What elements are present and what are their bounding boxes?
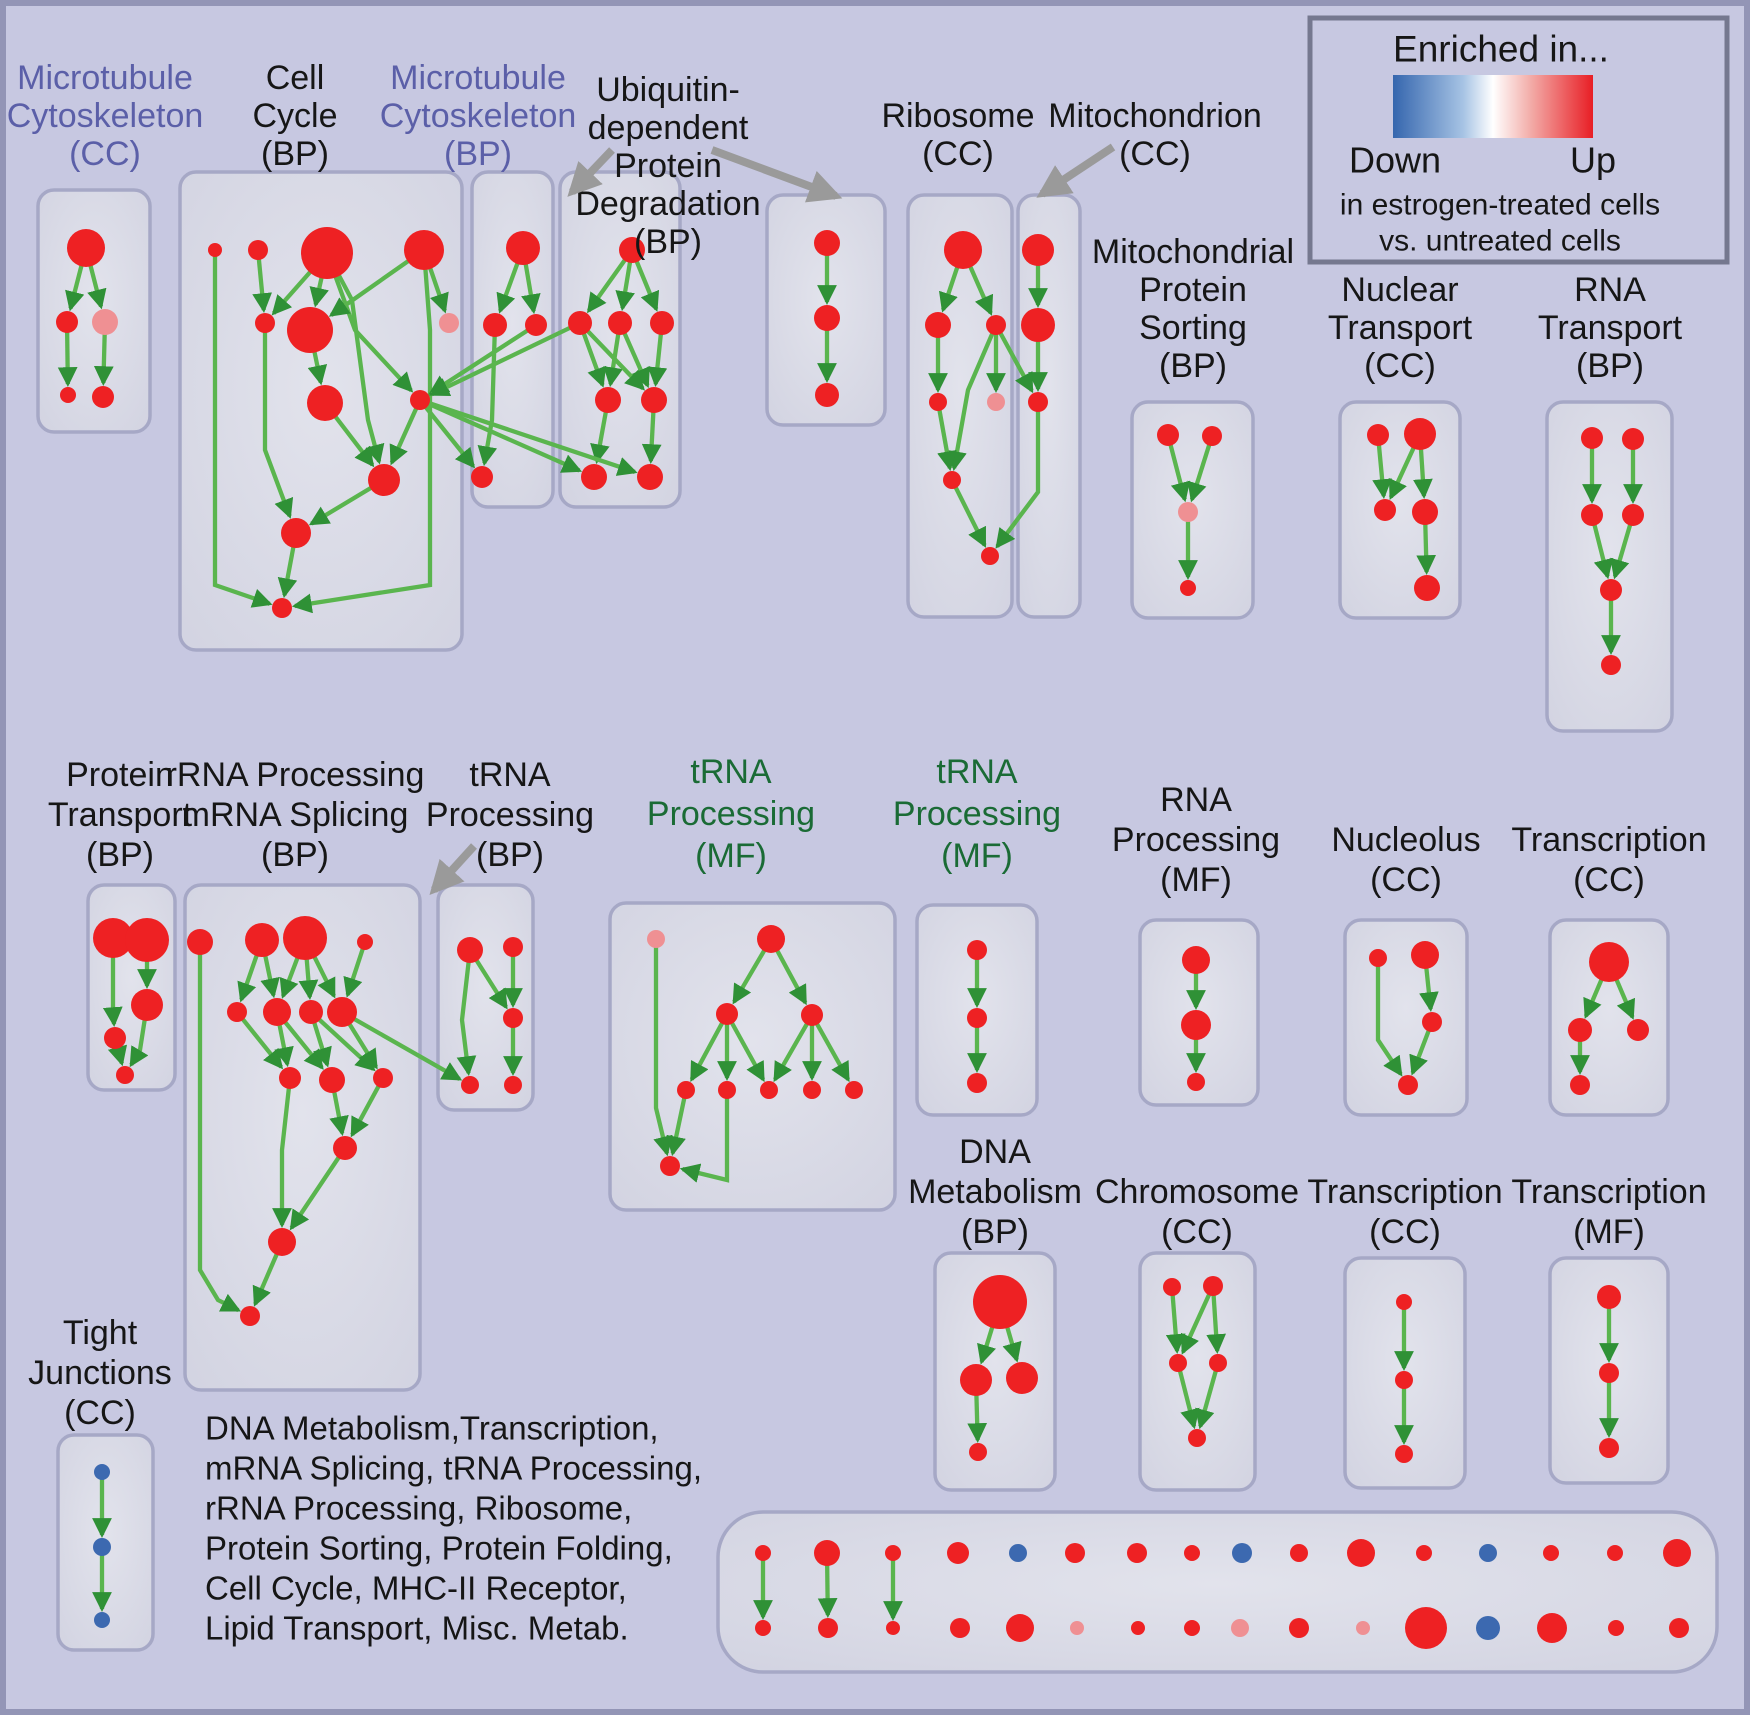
group-label-transcription-cc-mid: Transcription: [1511, 821, 1707, 859]
node-red-dna-metabolism: [969, 1443, 987, 1461]
node-red-ribosome: [925, 312, 951, 338]
node-red-misc-cluster: [1184, 1620, 1200, 1636]
node-red-rrna-mrna: [327, 997, 357, 1027]
node-red-rrna-mrna: [283, 916, 327, 960]
node-red-rna-processing-mf: [1181, 1010, 1211, 1040]
group-label-mito-protein-sorting: Protein: [1139, 271, 1247, 309]
node-red-misc-cluster: [1607, 1545, 1623, 1561]
node-red-trna-mf-1: [801, 1004, 823, 1026]
group-label-protein-transport: (BP): [86, 836, 154, 874]
node-red-ubiquitin-2: [814, 305, 840, 331]
group-label-ubiquitin-1: dependent: [587, 109, 749, 147]
group-label-microtubule-bp: Microtubule: [390, 59, 566, 97]
node-red-trna-bp: [503, 937, 523, 957]
node-red-trna-bp: [504, 1076, 522, 1094]
group-label-microtubule-cc: (CC): [69, 135, 141, 173]
node-red-transcription-cc-mid: [1568, 1018, 1592, 1042]
node-red-misc-cluster: [1006, 1614, 1034, 1642]
node-red-dna-metabolism: [960, 1364, 992, 1396]
legend-up-label: Up: [1569, 139, 1617, 181]
node-red-misc-cluster: [1537, 1613, 1567, 1643]
node-blue-misc-cluster: [1009, 1544, 1027, 1562]
node-red-transcription-cc-mid: [1627, 1019, 1649, 1041]
node-red-nuclear-transport: [1404, 418, 1436, 450]
node-red-misc-cluster: [1290, 1544, 1308, 1562]
group-label-trna-mf-2: Processing: [892, 795, 1062, 833]
group-label-nuclear-transport: Transport: [1327, 309, 1473, 347]
node-red-protein-transport: [125, 918, 169, 962]
node-red-nuclear-transport: [1412, 499, 1438, 525]
node-red-misc-cluster: [755, 1620, 771, 1636]
node-red-misc-cluster: [1405, 1607, 1447, 1649]
description-text-line: mRNA Splicing, tRNA Processing,: [205, 1449, 703, 1487]
node-pink-misc-cluster: [1231, 1619, 1249, 1637]
group-label-ribosome: (CC): [922, 135, 994, 173]
node-red-misc-cluster: [1663, 1539, 1691, 1567]
node-red-cell-cycle: [368, 464, 400, 496]
node-blue-misc-cluster: [1479, 1544, 1497, 1562]
group-label-microtubule-cc: Microtubule: [17, 59, 193, 97]
group-label-mito-protein-sorting: Sorting: [1139, 309, 1247, 347]
node-red-transcription-cc-bottom: [1396, 1294, 1412, 1310]
group-label-nuclear-transport: Nuclear: [1341, 271, 1459, 309]
group-box-rna-transport: [1547, 402, 1672, 731]
node-pink-mito-protein-sorting: [1178, 502, 1198, 522]
node-red-nucleolus: [1422, 1012, 1442, 1032]
node-red-trna-mf-2: [967, 1008, 987, 1028]
node-red-dna-metabolism: [1006, 1362, 1038, 1394]
node-red-transcription-cc-mid: [1570, 1075, 1590, 1095]
node-red-transcription-mf: [1597, 1285, 1621, 1309]
group-box-misc-cluster: [718, 1512, 1717, 1672]
node-red-rna-transport: [1622, 428, 1644, 450]
node-red-microtubule-cc: [67, 229, 105, 267]
node-red-microtubule-bp: [506, 231, 540, 265]
node-red-cell-cycle: [272, 598, 292, 618]
node-pink-misc-cluster: [1070, 1621, 1084, 1635]
group-label-trna-mf-2: tRNA: [936, 753, 1018, 791]
node-red-trna-mf-1: [716, 1003, 738, 1025]
node-red-nucleolus: [1369, 949, 1387, 967]
group-label-nuclear-transport: (CC): [1364, 347, 1436, 385]
node-red-misc-cluster: [1347, 1539, 1375, 1567]
description-text-line: Cell Cycle, MHC-II Receptor,: [205, 1569, 627, 1607]
node-red-ubiquitin-1: [637, 464, 663, 490]
group-box-chromosome: [1140, 1253, 1255, 1490]
node-red-rna-transport: [1600, 579, 1622, 601]
group-label-trna-mf-1: (MF): [695, 837, 767, 875]
node-red-misc-cluster: [814, 1540, 840, 1566]
node-red-trna-mf-2: [967, 940, 987, 960]
node-pink-microtubule-cc: [92, 309, 118, 335]
node-red-mito-protein-sorting: [1180, 580, 1196, 596]
group-label-mito-protein-sorting: Mitochondrial: [1091, 233, 1295, 271]
node-red-ribosome: [944, 231, 982, 269]
node-red-chromosome: [1169, 1354, 1187, 1372]
node-pink-misc-cluster: [1356, 1621, 1370, 1635]
node-red-transcription-mf: [1599, 1438, 1619, 1458]
group-label-transcription-mf: Transcription: [1511, 1173, 1707, 1211]
node-red-misc-cluster: [1669, 1618, 1689, 1638]
node-red-rna-transport: [1581, 427, 1603, 449]
node-red-cell-cycle: [410, 390, 430, 410]
node-red-protein-transport: [131, 989, 163, 1021]
node-red-mito-protein-sorting: [1202, 426, 1222, 446]
group-label-ubiquitin-1: Ubiquitin-: [596, 71, 740, 109]
group-label-trna-mf-1: Processing: [646, 795, 816, 833]
node-blue-misc-cluster: [1232, 1543, 1252, 1563]
node-red-ubiquitin-1: [595, 387, 621, 413]
group-label-trna-bp: tRNA: [469, 756, 551, 794]
node-red-trna-bp: [457, 937, 483, 963]
node-red-chromosome: [1163, 1278, 1181, 1296]
group-label-ubiquitin-1: Degradation: [575, 185, 761, 223]
node-red-rrna-mrna: [357, 934, 373, 950]
node-red-rrna-mrna: [240, 1306, 260, 1326]
node-red-trna-mf-1: [757, 925, 785, 953]
group-label-ribosome: Ribosome: [881, 97, 1035, 135]
node-red-rrna-mrna: [279, 1067, 301, 1089]
node-red-ubiquitin-1: [608, 311, 632, 335]
node-red-nuclear-transport: [1367, 424, 1389, 446]
group-label-rna-processing-mf: RNA: [1160, 781, 1232, 819]
group-label-rna-processing-mf: (MF): [1160, 861, 1232, 899]
node-red-cell-cycle: [287, 307, 333, 353]
group-label-ubiquitin-1: (BP): [634, 223, 702, 261]
node-red-transcription-mf: [1599, 1363, 1619, 1383]
node-red-mito-protein-sorting: [1157, 424, 1179, 446]
node-red-trna-bp: [461, 1076, 479, 1094]
group-label-cell-cycle: Cycle: [252, 97, 338, 135]
node-blue-tight-junctions: [93, 1538, 111, 1556]
description-text-line: rRNA Processing, Ribosome,: [205, 1489, 633, 1527]
group-label-dna-metabolism: Metabolism: [908, 1173, 1082, 1211]
node-red-chromosome: [1188, 1429, 1206, 1447]
group-label-mito-protein-sorting: (BP): [1159, 347, 1227, 385]
node-red-protein-transport: [116, 1066, 134, 1084]
group-label-cell-cycle: Cell: [265, 59, 325, 97]
group-label-transcription-mf: (MF): [1573, 1213, 1645, 1251]
node-red-misc-cluster: [818, 1618, 838, 1638]
node-red-rna-transport: [1622, 504, 1644, 526]
node-red-rna-transport: [1601, 655, 1621, 675]
group-label-microtubule-bp: (BP): [444, 135, 512, 173]
node-red-cell-cycle: [404, 230, 444, 270]
node-red-transcription-cc-mid: [1589, 942, 1629, 982]
node-red-microtubule-cc: [60, 387, 76, 403]
group-label-transcription-cc-bottom: (CC): [1369, 1213, 1441, 1251]
node-red-misc-cluster: [886, 1621, 900, 1635]
group-label-trna-bp: Processing: [425, 796, 595, 834]
group-label-protein-transport: Protein: [66, 756, 174, 794]
node-red-misc-cluster: [947, 1542, 969, 1564]
node-red-mitochondrion: [1021, 308, 1055, 342]
legend-gradient-bar: [1393, 75, 1593, 138]
node-red-trna-mf-1: [677, 1081, 695, 1099]
group-label-tight-junctions: (CC): [64, 1394, 136, 1432]
node-red-misc-cluster: [755, 1545, 771, 1561]
node-red-ribosome: [986, 315, 1006, 335]
group-label-tight-junctions: Junctions: [28, 1354, 172, 1392]
node-red-misc-cluster: [1416, 1545, 1432, 1561]
node-red-misc-cluster: [1131, 1621, 1145, 1635]
node-red-cell-cycle: [301, 227, 353, 279]
description-text-line: DNA Metabolism,Transcription,: [205, 1409, 659, 1447]
node-red-rrna-mrna: [187, 929, 213, 955]
node-red-misc-cluster: [885, 1545, 901, 1561]
node-red-trna-mf-1: [803, 1081, 821, 1099]
node-pink-ribosome: [987, 393, 1005, 411]
group-label-nucleolus: Nucleolus: [1331, 821, 1481, 859]
legend-subline: vs. untreated cells: [1379, 224, 1621, 258]
node-red-misc-cluster: [950, 1618, 970, 1638]
group-label-microtubule-bp: Cytoskeleton: [379, 97, 577, 135]
node-red-rrna-mrna: [227, 1002, 247, 1022]
node-red-misc-cluster: [1289, 1618, 1309, 1638]
node-red-ubiquitin-1: [650, 311, 674, 335]
node-blue-misc-cluster: [1476, 1616, 1500, 1640]
group-label-mitochondrion: (CC): [1119, 135, 1191, 173]
node-red-cell-cycle: [255, 313, 275, 333]
node-red-chromosome: [1203, 1276, 1223, 1296]
node-red-rrna-mrna: [333, 1136, 357, 1160]
node-red-ribosome: [943, 471, 961, 489]
node-red-cell-cycle: [307, 385, 343, 421]
node-red-cell-cycle: [208, 243, 222, 257]
group-label-cell-cycle: (BP): [261, 135, 329, 173]
node-red-ubiquitin-1: [568, 311, 592, 335]
node-red-trna-mf-1: [660, 1156, 680, 1176]
group-label-rna-processing-mf: Processing: [1111, 821, 1281, 859]
node-red-misc-cluster: [1065, 1543, 1085, 1563]
group-box-protein-transport: [88, 885, 175, 1090]
node-red-ribosome: [929, 393, 947, 411]
node-red-misc-cluster: [1127, 1543, 1147, 1563]
node-pink-trna-mf-1: [647, 930, 665, 948]
node-red-trna-mf-1: [845, 1081, 863, 1099]
node-red-ribosome: [981, 547, 999, 565]
node-red-trna-bp: [503, 1008, 523, 1028]
node-red-microtubule-bp: [471, 466, 493, 488]
group-label-rrna-mrna: rRNA Processing: [165, 756, 425, 794]
node-red-microtubule-cc: [92, 386, 114, 408]
node-pink-cell-cycle: [439, 313, 459, 333]
node-red-mitochondrion: [1028, 392, 1048, 412]
group-label-rna-transport: (BP): [1576, 347, 1644, 385]
node-red-protein-transport: [104, 1027, 126, 1049]
group-label-protein-transport: Transport: [47, 796, 193, 834]
node-red-microtubule-cc: [56, 311, 78, 333]
node-red-rrna-mrna: [268, 1228, 296, 1256]
node-red-misc-cluster: [1543, 1545, 1559, 1561]
group-label-trna-mf-1: tRNA: [690, 753, 772, 791]
node-red-nuclear-transport: [1374, 499, 1396, 521]
node-red-trna-mf-1: [760, 1081, 778, 1099]
group-label-transcription-cc-bottom: Transcription: [1307, 1173, 1503, 1211]
node-red-rrna-mrna: [319, 1067, 345, 1093]
node-red-microtubule-bp: [483, 313, 507, 337]
node-red-chromosome: [1209, 1354, 1227, 1372]
node-red-nuclear-transport: [1414, 575, 1440, 601]
node-red-ubiquitin-1: [641, 387, 667, 413]
node-red-rna-transport: [1581, 504, 1603, 526]
description-text-line: Lipid Transport, Misc. Metab.: [205, 1609, 629, 1647]
group-label-ubiquitin-1: Protein: [614, 147, 722, 185]
group-label-dna-metabolism: (BP): [961, 1213, 1029, 1251]
node-red-rrna-mrna: [373, 1068, 393, 1088]
group-label-transcription-cc-mid: (CC): [1573, 861, 1645, 899]
node-red-nucleolus: [1398, 1075, 1418, 1095]
group-box-nuclear-transport: [1340, 402, 1460, 618]
node-red-rrna-mrna: [299, 1000, 323, 1024]
node-red-rrna-mrna: [263, 998, 291, 1026]
node-red-cell-cycle: [281, 518, 311, 548]
node-red-transcription-cc-bottom: [1395, 1445, 1413, 1463]
legend-title: Enriched in...: [1393, 28, 1609, 70]
node-red-cell-cycle: [248, 240, 268, 260]
group-label-rrna-mrna: (BP): [261, 836, 329, 874]
group-label-rna-transport: RNA: [1574, 271, 1646, 309]
node-red-rrna-mrna: [245, 923, 279, 957]
node-red-misc-cluster: [1608, 1620, 1624, 1636]
node-red-rna-processing-mf: [1182, 946, 1210, 974]
node-red-mitochondrion: [1022, 234, 1054, 266]
node-red-ubiquitin-1: [581, 464, 607, 490]
node-red-ubiquitin-2: [814, 230, 840, 256]
node-red-trna-mf-2: [967, 1073, 987, 1093]
node-red-microtubule-bp: [525, 314, 547, 336]
legend-down-label: Down: [1348, 139, 1442, 181]
legend-subline: in estrogen-treated cells: [1339, 188, 1661, 222]
node-blue-tight-junctions: [94, 1612, 110, 1628]
node-blue-tight-junctions: [94, 1464, 110, 1480]
node-red-rna-processing-mf: [1187, 1073, 1205, 1091]
group-label-rrna-mrna: mRNA Splicing: [181, 796, 409, 834]
group-label-dna-metabolism: DNA: [959, 1133, 1031, 1171]
group-label-microtubule-cc: Cytoskeleton: [6, 97, 204, 135]
group-label-chromosome: Chromosome: [1094, 1173, 1300, 1211]
group-label-nucleolus: (CC): [1370, 861, 1442, 899]
node-red-transcription-cc-bottom: [1395, 1371, 1413, 1389]
node-red-ubiquitin-2: [815, 383, 839, 407]
node-red-nucleolus: [1411, 941, 1439, 969]
node-red-trna-mf-1: [718, 1081, 736, 1099]
group-label-tight-junctions: Tight: [62, 1314, 138, 1352]
group-label-trna-mf-2: (MF): [941, 837, 1013, 875]
description-text-line: Protein Sorting, Protein Folding,: [205, 1529, 673, 1567]
group-label-trna-bp: (BP): [476, 836, 544, 874]
node-red-misc-cluster: [1184, 1545, 1200, 1561]
group-label-chromosome: (CC): [1161, 1213, 1233, 1251]
group-label-mitochondrion: Mitochondrion: [1048, 97, 1262, 135]
group-label-rna-transport: Transport: [1537, 309, 1683, 347]
group-box-rrna-mrna: [185, 885, 420, 1390]
node-red-dna-metabolism: [973, 1275, 1027, 1329]
